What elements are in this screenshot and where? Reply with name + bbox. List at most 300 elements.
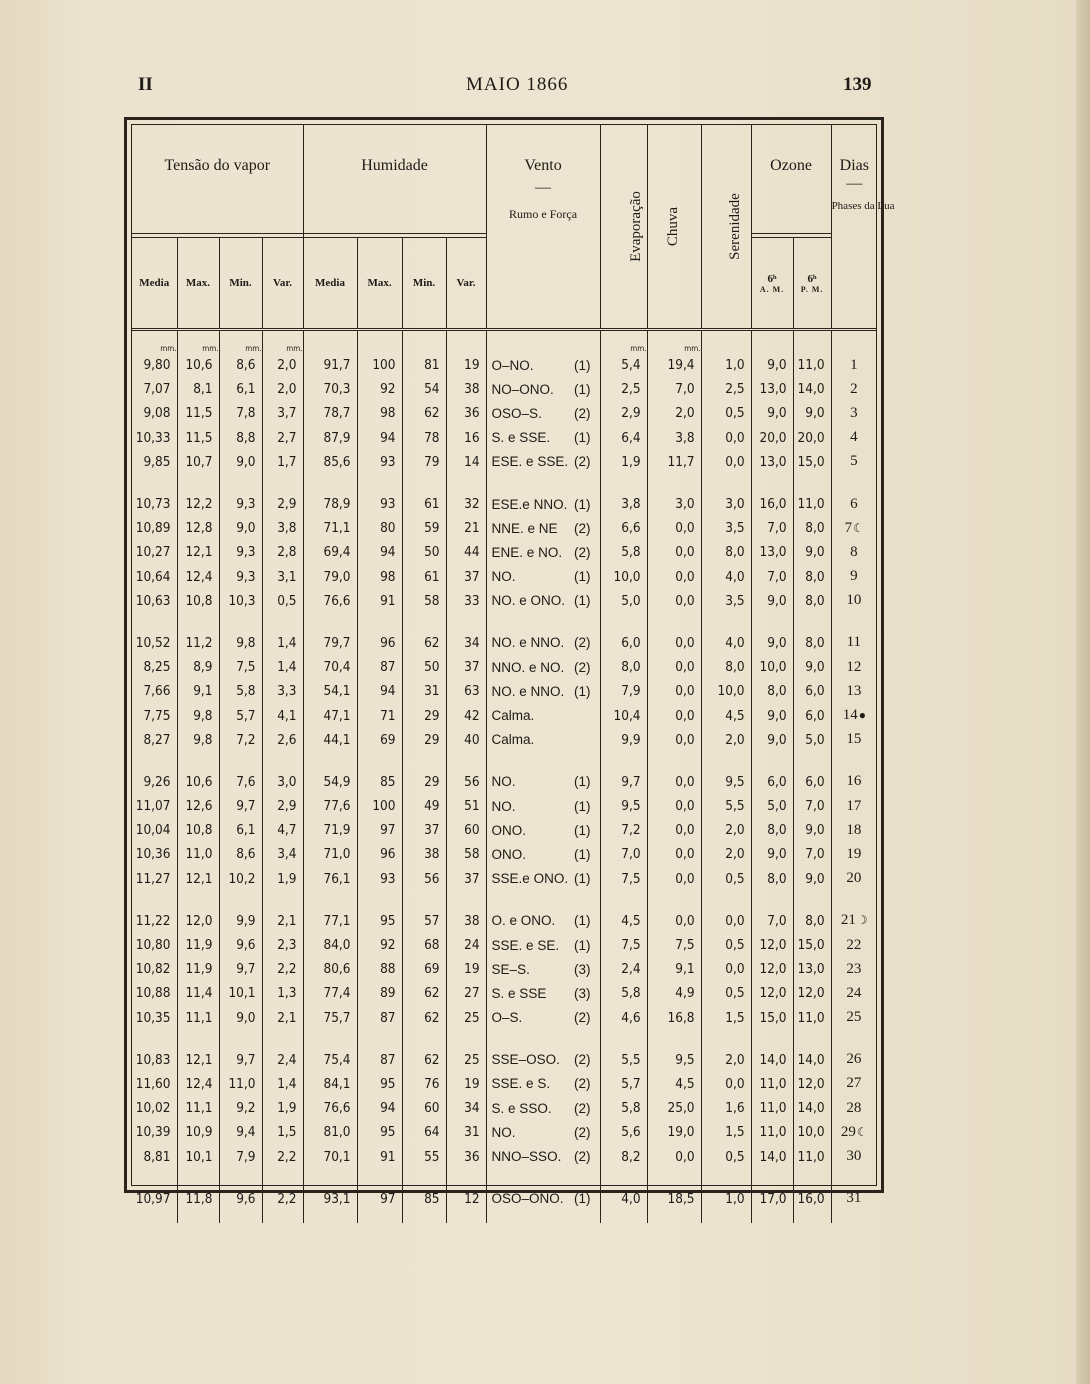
cell-tensao-var: 2,2 xyxy=(262,957,303,981)
wind-direction: ESE.e NNO. xyxy=(491,496,568,512)
cell-tensao-media: 10,82 xyxy=(135,961,171,978)
cell-tensao-var: 1,4 xyxy=(262,655,303,679)
cell-tensao-max: 11,9 xyxy=(177,957,219,981)
cell-evaporacao: 6,4 xyxy=(600,426,647,450)
day-number: 19 xyxy=(846,845,862,862)
cell-evaporacao: 2,9 xyxy=(600,401,647,425)
wind-direction: NO–ONO. xyxy=(491,381,554,397)
cell-serenidade: 3,5 xyxy=(701,516,751,540)
cell-ozone-am: 6,0 xyxy=(751,770,793,794)
cell-humidade-var: 19 xyxy=(446,1072,486,1096)
cell-tensao-max: 12,6 xyxy=(177,794,219,818)
wind-direction: ESE. e SSE. xyxy=(491,454,569,470)
cell-tensao-max: 9,1 xyxy=(177,679,219,703)
cell-tensao-media: 10,04 xyxy=(135,822,171,839)
wind-direction: S. e SSO. xyxy=(491,1100,552,1116)
cell-humidade-min: 62 xyxy=(402,1048,446,1072)
cell-dia xyxy=(831,450,877,474)
cell-evaporacao: 5,8 xyxy=(600,1096,647,1120)
cell-humidade-var: 31 xyxy=(446,1120,486,1144)
wind-force: (2) xyxy=(574,1124,591,1140)
cell-ozone-pm: 9,0 xyxy=(793,867,831,891)
cell-humidade-media: 70,4 xyxy=(303,655,357,679)
cell-tensao-min: 9,6 xyxy=(219,1187,262,1211)
wind-direction: NO. xyxy=(491,569,516,585)
dias-dash: — xyxy=(846,175,863,192)
cell-tensao-media: 7,75 xyxy=(143,707,171,724)
cell-chuva: 19,4 xyxy=(647,353,701,377)
row-spacer xyxy=(132,891,877,909)
wind-force: (2) xyxy=(574,1052,591,1068)
cell-humidade-min: 29 xyxy=(402,703,446,727)
page-edge xyxy=(1076,0,1090,1384)
cell-dia xyxy=(831,770,877,794)
cell-tensao-media: 10,83 xyxy=(135,1051,171,1068)
cell-vento xyxy=(486,377,600,401)
wind-force: (2) xyxy=(574,1100,591,1116)
cell-evaporacao: 7,9 xyxy=(600,679,647,703)
cell-evaporacao: 2,4 xyxy=(600,957,647,981)
cell-vento xyxy=(486,401,600,425)
wind-direction: O–S. xyxy=(491,1010,523,1026)
cell-dia xyxy=(831,842,877,866)
cell-humidade-var: 19 xyxy=(446,353,486,377)
cell-chuva: 0,0 xyxy=(647,565,701,589)
cell-humidade-media: 91,7 xyxy=(303,353,357,377)
cell-serenidade: 2,0 xyxy=(701,818,751,842)
wind-direction: SE–S. xyxy=(491,961,530,977)
cell-dia xyxy=(831,1072,877,1096)
cell-tensao-media: 11,27 xyxy=(135,870,171,887)
table-row xyxy=(132,655,877,679)
table-row xyxy=(132,589,877,613)
cell-tensao-min: 9,7 xyxy=(219,1048,262,1072)
cell-humidade-min: 62 xyxy=(402,401,446,425)
cell-serenidade: 2,0 xyxy=(701,842,751,866)
cell-tensao-var: 2,0 xyxy=(262,377,303,401)
dias-title: Dias xyxy=(839,157,869,174)
cell-tensao-min: 9,3 xyxy=(219,540,262,564)
col-humidade-max: Max. xyxy=(357,238,402,330)
cell-evaporacao: 9,5 xyxy=(600,794,647,818)
cell-tensao-max: 12,8 xyxy=(177,516,219,540)
cell-evaporacao: 1,9 xyxy=(600,450,647,474)
cell-tensao-media: 11,60 xyxy=(135,1075,171,1092)
cell-vento xyxy=(486,981,600,1005)
meteorological-table-frame xyxy=(124,117,895,1207)
cell-tensao-max: 12,4 xyxy=(177,565,219,589)
cell-humidade-media: 47,1 xyxy=(303,703,357,727)
cell-chuva: 7,0 xyxy=(647,377,701,401)
cell-humidade-var: 19 xyxy=(446,957,486,981)
header-vento xyxy=(486,125,600,330)
table-row xyxy=(132,1096,877,1120)
cell-dia xyxy=(831,1048,877,1072)
cell-vento xyxy=(486,565,600,589)
cell-humidade-var: 36 xyxy=(446,1144,486,1168)
cell-humidade-min: 78 xyxy=(402,426,446,450)
day-number: 29 xyxy=(840,1123,856,1140)
cell-tensao-min: 9,9 xyxy=(219,909,262,933)
cell-tensao-max: 8,1 xyxy=(177,377,219,401)
cell-ozone-pm: 7,0 xyxy=(793,842,831,866)
cell-evaporacao: 5,7 xyxy=(600,1072,647,1096)
cell-tensao-media: 9,08 xyxy=(143,405,171,422)
day-number: 21 xyxy=(840,912,856,929)
cell-ozone-pm: 14,0 xyxy=(793,1096,831,1120)
units-row xyxy=(132,330,877,354)
table-row xyxy=(132,1072,877,1096)
cell-serenidade: 0,5 xyxy=(701,1144,751,1168)
cell-dia xyxy=(831,909,877,933)
cell-serenidade: 2,5 xyxy=(701,377,751,401)
wind-direction: S. e SSE xyxy=(491,985,547,1001)
meteorological-table xyxy=(132,125,895,1223)
cell-chuva: 0,0 xyxy=(647,909,701,933)
cell-humidade-var: 33 xyxy=(446,589,486,613)
day-number: 27 xyxy=(846,1075,862,1092)
cell-ozone-pm: 8,0 xyxy=(793,909,831,933)
cell-tensao-max: 11,5 xyxy=(177,426,219,450)
cell-evaporacao: 10,4 xyxy=(600,703,647,727)
cell-ozone-pm: 14,0 xyxy=(793,1048,831,1072)
cell-ozone-am: 20,0 xyxy=(751,426,793,450)
cell-vento xyxy=(486,1048,600,1072)
wind-direction: S. e SSE. xyxy=(491,430,551,446)
cell-humidade-max: 93 xyxy=(357,492,402,516)
cell-ozone-pm: 15,0 xyxy=(793,450,831,474)
cell-serenidade: 0,5 xyxy=(701,401,751,425)
cell-dia xyxy=(831,401,877,425)
day-number: 5 xyxy=(850,453,858,470)
cell-humidade-var: 24 xyxy=(446,933,486,957)
cell-humidade-var: 12 xyxy=(446,1187,486,1211)
vento-subtitle: Rumo e Força xyxy=(509,207,578,221)
cell-vento xyxy=(486,1096,600,1120)
cell-humidade-var: 40 xyxy=(446,728,486,752)
cell-serenidade: 4,5 xyxy=(701,703,751,727)
cell-evaporacao: 7,5 xyxy=(600,933,647,957)
cell-ozone-pm: 12,0 xyxy=(793,1072,831,1096)
day-number: 26 xyxy=(846,1051,862,1068)
cell-evaporacao: 5,8 xyxy=(600,981,647,1005)
cell-tensao-max: 12,1 xyxy=(177,1048,219,1072)
cell-humidade-media: 71,0 xyxy=(303,842,357,866)
table-row xyxy=(132,377,877,401)
cell-chuva: 0,0 xyxy=(647,842,701,866)
cell-humidade-max: 95 xyxy=(357,1120,402,1144)
cell-tensao-min: 7,6 xyxy=(219,770,262,794)
cell-ozone-pm: 9,0 xyxy=(793,540,831,564)
wind-force: (2) xyxy=(574,520,591,536)
cell-evaporacao: 6,0 xyxy=(600,631,647,655)
cell-serenidade: 0,0 xyxy=(701,909,751,933)
cell-humidade-max: 97 xyxy=(357,818,402,842)
cell-tensao-var: 3,0 xyxy=(262,770,303,794)
cell-tensao-max: 8,9 xyxy=(177,655,219,679)
cell-humidade-max: 87 xyxy=(357,1048,402,1072)
table-row xyxy=(132,1006,877,1030)
day-number: 9 xyxy=(850,568,858,585)
table-row xyxy=(132,818,877,842)
cell-tensao-var: 3,4 xyxy=(262,842,303,866)
row-spacer xyxy=(132,613,877,631)
day-number: 8 xyxy=(850,543,858,560)
cell-tensao-max: 11,4 xyxy=(177,981,219,1005)
cell-ozone-pm: 10,0 xyxy=(793,1120,831,1144)
cell-ozone-am: 12,0 xyxy=(751,981,793,1005)
wind-direction: NO. xyxy=(491,774,516,790)
cell-ozone-am: 9,0 xyxy=(751,401,793,425)
cell-dia xyxy=(831,1096,877,1120)
cell-tensao-min: 9,0 xyxy=(219,450,262,474)
cell-ozone-am: 14,0 xyxy=(751,1048,793,1072)
cell-serenidade: 8,0 xyxy=(701,540,751,564)
cell-chuva: 3,0 xyxy=(647,492,701,516)
cell-vento xyxy=(486,794,600,818)
cell-tensao-min: 5,7 xyxy=(219,703,262,727)
cell-tensao-var: 3,8 xyxy=(262,516,303,540)
cell-serenidade: 5,5 xyxy=(701,794,751,818)
cell-tensao-var: 2,9 xyxy=(262,794,303,818)
cell-ozone-am: 13,0 xyxy=(751,450,793,474)
cell-humidade-media: 81,0 xyxy=(303,1120,357,1144)
cell-tensao-var: 3,7 xyxy=(262,401,303,425)
table-row xyxy=(132,492,877,516)
day-number: 25 xyxy=(846,1009,862,1026)
cell-tensao-media: 10,89 xyxy=(135,520,171,537)
cell-vento xyxy=(486,1120,600,1144)
cell-chuva: 16,8 xyxy=(647,1006,701,1030)
cell-evaporacao: 4,6 xyxy=(600,1006,647,1030)
table-row xyxy=(132,867,877,891)
table-row xyxy=(132,540,877,564)
cell-vento xyxy=(486,1144,600,1168)
cell-humidade-max: 87 xyxy=(357,1006,402,1030)
cell-humidade-media: 71,1 xyxy=(303,516,357,540)
cell-tensao-var: 3,3 xyxy=(262,679,303,703)
col-ozone-am: 6ʰ A. M. xyxy=(751,238,793,330)
cell-ozone-pm: 20,0 xyxy=(793,426,831,450)
cell-ozone-am: 12,0 xyxy=(751,957,793,981)
cell-humidade-media: 85,6 xyxy=(303,450,357,474)
cell-chuva: 0,0 xyxy=(647,679,701,703)
table-row xyxy=(132,1187,877,1211)
cell-ozone-pm: 12,0 xyxy=(793,981,831,1005)
cell-humidade-media: 84,1 xyxy=(303,1072,357,1096)
cell-vento xyxy=(486,933,600,957)
cell-ozone-am: 9,0 xyxy=(751,842,793,866)
wind-direction: SSE–OSO. xyxy=(491,1052,560,1068)
wind-force: (1) xyxy=(574,1191,591,1207)
cell-humidade-max: 96 xyxy=(357,631,402,655)
cell-humidade-min: 76 xyxy=(402,1072,446,1096)
cell-evaporacao: 7,5 xyxy=(600,867,647,891)
unit-t-min: mm. xyxy=(219,330,262,354)
cell-humidade-max: 80 xyxy=(357,516,402,540)
cell-ozone-pm: 8,0 xyxy=(793,589,831,613)
cell-humidade-media: 77,1 xyxy=(303,909,357,933)
day-number: 16 xyxy=(846,773,862,790)
day-number: 7 xyxy=(844,519,853,536)
wind-force: (3) xyxy=(574,961,591,977)
cell-tensao-max: 9,8 xyxy=(177,728,219,752)
cell-serenidade: 4,0 xyxy=(701,631,751,655)
cell-tensao-min: 9,0 xyxy=(219,1006,262,1030)
cell-humidade-media: 79,0 xyxy=(303,565,357,589)
cell-ozone-am: 9,0 xyxy=(751,631,793,655)
cell-dia xyxy=(831,981,877,1005)
cell-tensao-max: 12,4 xyxy=(177,1072,219,1096)
cell-humidade-media: 80,6 xyxy=(303,957,357,981)
cell-humidade-media: 69,4 xyxy=(303,540,357,564)
cell-ozone-am: 8,0 xyxy=(751,818,793,842)
cell-humidade-min: 60 xyxy=(402,1096,446,1120)
cell-humidade-min: 62 xyxy=(402,981,446,1005)
cell-vento xyxy=(486,909,600,933)
cell-dia xyxy=(831,1006,877,1030)
cell-tensao-media: 9,85 xyxy=(143,453,171,470)
day-number: 14 xyxy=(842,707,858,724)
cell-ozone-am: 17,0 xyxy=(751,1187,793,1211)
table-row xyxy=(132,1120,877,1144)
cell-dia xyxy=(831,589,877,613)
cell-ozone-am: 14,0 xyxy=(751,1144,793,1168)
wind-direction: ONO. xyxy=(491,846,527,862)
wind-direction: SSE.e ONO. xyxy=(491,871,569,887)
day-number: 20 xyxy=(846,870,862,887)
cell-evaporacao: 5,6 xyxy=(600,1120,647,1144)
cell-humidade-max: 94 xyxy=(357,540,402,564)
wind-force: (1) xyxy=(574,846,591,862)
table-row xyxy=(132,957,877,981)
wind-direction: NO. e NNO. xyxy=(491,635,565,651)
cell-serenidade: 1,6 xyxy=(701,1096,751,1120)
cell-tensao-min: 5,8 xyxy=(219,679,262,703)
unit-t-media: mm. xyxy=(160,344,177,353)
cell-serenidade: 3,5 xyxy=(701,589,751,613)
cell-ozone-am: 7,0 xyxy=(751,565,793,589)
cell-tensao-media: 8,81 xyxy=(143,1148,171,1165)
cell-ozone-pm: 9,0 xyxy=(793,655,831,679)
cell-chuva: 4,5 xyxy=(647,1072,701,1096)
cell-chuva: 0,0 xyxy=(647,867,701,891)
cell-humidade-min: 64 xyxy=(402,1120,446,1144)
cell-serenidade: 3,0 xyxy=(701,492,751,516)
cell-tensao-var: 1,5 xyxy=(262,1120,303,1144)
cell-tensao-max: 11,8 xyxy=(177,1187,219,1211)
day-number: 11 xyxy=(846,634,862,651)
cell-ozone-am: 11,0 xyxy=(751,1072,793,1096)
cell-ozone-am: 8,0 xyxy=(751,679,793,703)
cell-ozone-am: 15,0 xyxy=(751,1006,793,1030)
vento-dash: — xyxy=(535,179,552,196)
cell-dia xyxy=(831,1187,877,1211)
cell-tensao-max: 12,1 xyxy=(177,540,219,564)
cell-dia xyxy=(831,728,877,752)
cell-tensao-media: 11,22 xyxy=(135,912,171,929)
day-number: 4 xyxy=(850,429,858,446)
vento-title: Vento xyxy=(524,157,562,174)
row-spacer xyxy=(132,1030,877,1048)
cell-humidade-media: 87,9 xyxy=(303,426,357,450)
cell-tensao-var: 3,1 xyxy=(262,565,303,589)
cell-chuva: 0,0 xyxy=(647,818,701,842)
cell-evaporacao: 9,9 xyxy=(600,728,647,752)
cell-tensao-media: 10,39 xyxy=(135,1124,171,1141)
cell-chuva: 25,0 xyxy=(647,1096,701,1120)
cell-tensao-var: 1,7 xyxy=(262,450,303,474)
cell-chuva: 7,5 xyxy=(647,933,701,957)
cell-humidade-var: 38 xyxy=(446,909,486,933)
cell-ozone-pm: 11,0 xyxy=(793,1006,831,1030)
wind-direction: NO. xyxy=(491,798,516,814)
row-spacer xyxy=(132,752,877,770)
cell-tensao-media: 8,27 xyxy=(143,731,171,748)
wind-direction: Calma. xyxy=(491,732,535,748)
cell-humidade-var: 36 xyxy=(446,401,486,425)
cell-humidade-max: 92 xyxy=(357,933,402,957)
cell-tensao-media: 10,02 xyxy=(135,1100,171,1117)
cell-humidade-min: 54 xyxy=(402,377,446,401)
cell-humidade-var: 38 xyxy=(446,377,486,401)
wind-direction: ENE. e NO. xyxy=(491,544,563,560)
cell-humidade-min: 62 xyxy=(402,1006,446,1030)
cell-humidade-max: 98 xyxy=(357,565,402,589)
cell-dia xyxy=(831,631,877,655)
cell-tensao-max: 12,1 xyxy=(177,867,219,891)
cell-ozone-pm: 9,0 xyxy=(793,401,831,425)
table-row xyxy=(132,631,877,655)
day-number: 22 xyxy=(846,936,862,953)
dias-subtitle: Phases da Lua xyxy=(831,200,895,212)
cell-ozone-pm: 5,0 xyxy=(793,728,831,752)
cell-dia xyxy=(831,1120,877,1144)
cell-vento xyxy=(486,589,600,613)
cell-vento xyxy=(486,1072,600,1096)
cell-tensao-max: 10,7 xyxy=(177,450,219,474)
cell-evaporacao: 10,0 xyxy=(600,565,647,589)
unit-t-max: mm. xyxy=(177,330,219,354)
cell-tensao-min: 10,2 xyxy=(219,867,262,891)
cell-evaporacao: 7,2 xyxy=(600,818,647,842)
cell-chuva: 9,1 xyxy=(647,957,701,981)
cell-chuva: 9,5 xyxy=(647,1048,701,1072)
col-tensao-var: Var. xyxy=(262,238,303,330)
cell-ozone-pm: 11,0 xyxy=(793,1144,831,1168)
cell-humidade-max: 95 xyxy=(357,909,402,933)
cell-tensao-media: 7,66 xyxy=(143,683,171,700)
day-number: 13 xyxy=(846,682,862,699)
cell-tensao-min: 6,1 xyxy=(219,818,262,842)
cell-dia xyxy=(831,540,877,564)
cell-tensao-max: 11,5 xyxy=(177,401,219,425)
cell-humidade-min: 50 xyxy=(402,540,446,564)
cell-tensao-max: 10,8 xyxy=(177,818,219,842)
cell-humidade-min: 31 xyxy=(402,679,446,703)
cell-vento xyxy=(486,631,600,655)
cell-ozone-pm: 6,0 xyxy=(793,703,831,727)
cell-dia xyxy=(831,679,877,703)
wind-direction: NNO–SSO. xyxy=(491,1149,562,1165)
cell-tensao-var: 2,1 xyxy=(262,1006,303,1030)
day-number: 23 xyxy=(846,960,862,977)
row-spacer xyxy=(132,1169,877,1187)
cell-tensao-min: 9,3 xyxy=(219,565,262,589)
cell-humidade-min: 37 xyxy=(402,818,446,842)
wind-direction: OSO–S. xyxy=(491,405,542,421)
cell-tensao-media: 10,36 xyxy=(135,846,171,863)
